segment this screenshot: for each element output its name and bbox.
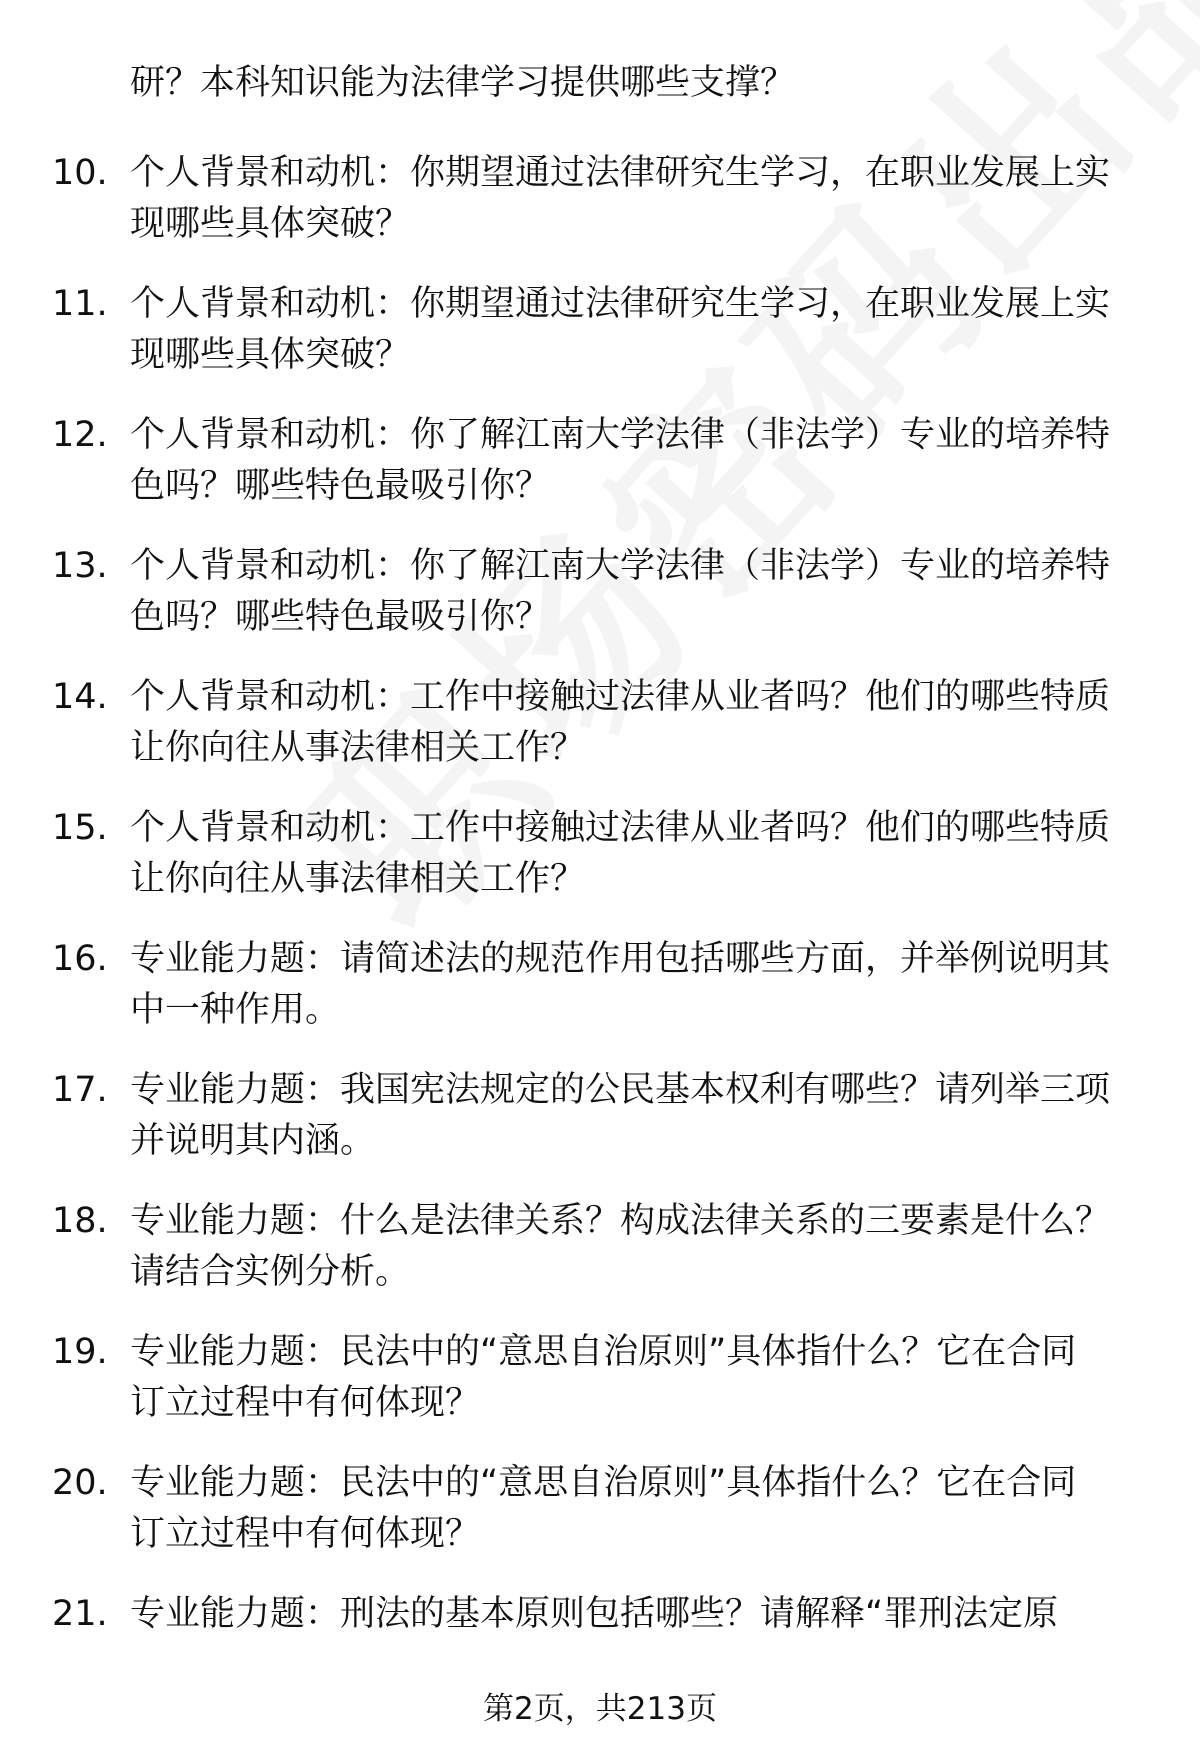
- question-number: 19.: [52, 1332, 108, 1372]
- question-item: [0, 672, 1200, 803]
- question-item: [0, 803, 1200, 934]
- page-number-footer: 第2页，共213页: [483, 1691, 717, 1727]
- question-number: 18.: [52, 1201, 108, 1241]
- question-text-line: 订立过程中有何体现？: [130, 1514, 481, 1554]
- question-number: 10.: [52, 153, 108, 193]
- question-text-line: 个人背景和动机：工作中接触过法律从业者吗？他们的哪些特质: [130, 677, 1111, 717]
- question-text-line: 专业能力题：什么是法律关系？构成法律关系的三要素是什么？: [130, 1201, 1111, 1241]
- question-text-line: 专业能力题：刑法的基本原则包括哪些？请解释“罪刑法定原: [130, 1594, 1059, 1634]
- question-text-line: 中一种作用。: [130, 990, 341, 1030]
- question-text-line: 现哪些具体突破？: [130, 204, 411, 244]
- question-number: 13.: [52, 546, 108, 586]
- question-text-line: 让你向往从事法律相关工作？: [130, 728, 586, 768]
- question-text-line: 现哪些具体突破？: [130, 335, 411, 375]
- question-text-line: 个人背景和动机：你了解江南大学法律（非法学）专业的培养特: [130, 546, 1111, 586]
- question-text-line: 个人背景和动机：你期望通过法律研究生学习，在职业发展上实: [130, 153, 1111, 193]
- question-text-line: 订立过程中有何体现？: [130, 1383, 481, 1423]
- question-number: 12.: [52, 415, 108, 455]
- question-item: [0, 279, 1200, 410]
- question-number: 20.: [52, 1463, 108, 1503]
- question-text-line: 专业能力题：民法中的“意思自治原则”具体指什么？它在合同: [130, 1332, 1077, 1372]
- question-number: 21.: [52, 1594, 108, 1634]
- question-item: [0, 148, 1200, 279]
- question-text-line: 专业能力题：请简述法的规范作用包括哪些方面，并举例说明其: [130, 939, 1111, 979]
- question-item: [0, 1458, 1200, 1589]
- question-text-line: 个人背景和动机：你了解江南大学法律（非法学）专业的培养特: [130, 415, 1111, 455]
- question-number: 14.: [52, 677, 108, 717]
- question-item: [0, 1065, 1200, 1196]
- question-number: 17.: [52, 1070, 108, 1110]
- question-item: [0, 410, 1200, 541]
- question-list: [0, 148, 1200, 1720]
- question-text-line: 色吗？哪些特色最吸引你？: [130, 466, 551, 506]
- question-text-line: 专业能力题：民法中的“意思自治原则”具体指什么？它在合同: [130, 1463, 1077, 1503]
- question-text-line: 让你向往从事法律相关工作？: [130, 859, 586, 899]
- question-text-line: 专业能力题：我国宪法规定的公民基本权利有哪些？请列举三项: [130, 1070, 1111, 1110]
- question-text-line: 请结合实例分析。: [130, 1252, 411, 1292]
- question-text-line: 并说明其内涵。: [130, 1121, 376, 1161]
- question-text-line: 个人背景和动机：你期望通过法律研究生学习，在职业发展上实: [130, 284, 1111, 324]
- question-number: 11.: [52, 284, 108, 324]
- question-item: [0, 1327, 1200, 1458]
- question-item: [0, 1196, 1200, 1327]
- question-item: [0, 541, 1200, 672]
- question-number: 15.: [52, 808, 108, 848]
- question-text-line: 色吗？哪些特色最吸引你？: [130, 597, 551, 637]
- question-item: [0, 934, 1200, 1065]
- question-text-line: 个人背景和动机：工作中接触过法律从业者吗？他们的哪些特质: [130, 808, 1111, 848]
- continued-question-text: 研？本科知识能为法律学习提供哪些支撑？: [130, 63, 796, 103]
- question-number: 16.: [52, 939, 108, 979]
